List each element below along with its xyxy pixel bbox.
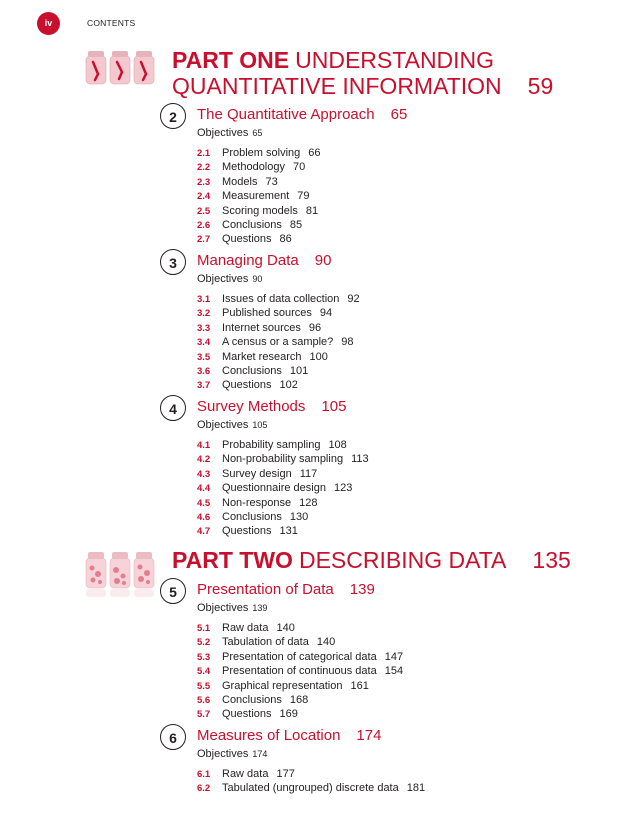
chapter-title[interactable]: Measures of Location 174 bbox=[197, 727, 382, 744]
objectives: Objectives 65 bbox=[197, 127, 263, 139]
chapter-4 bbox=[160, 395, 600, 538]
chapter-title[interactable]: Presentation of Data 139 bbox=[197, 581, 375, 598]
chapter-title[interactable]: Survey Methods 105 bbox=[197, 398, 347, 415]
toc-entry[interactable]: 6.2 Tabulated (ungrouped) discrete data 181 bbox=[197, 782, 426, 795]
toc-entry[interactable]: 3.6 Conclusions 101 bbox=[197, 364, 309, 377]
part-one-title bbox=[172, 46, 494, 75]
objectives: Objectives 90 bbox=[197, 273, 263, 285]
chapter-number: 6 bbox=[160, 724, 186, 750]
chapter-number: 5 bbox=[160, 578, 186, 604]
running-head: CONTENTS bbox=[87, 18, 136, 28]
part-title-line: DESCRIBING DATA bbox=[298, 547, 507, 573]
chapter-5 bbox=[160, 578, 600, 721]
toc-entry[interactable]: 4.1 Probability sampling 108 bbox=[197, 439, 347, 451]
part-page: 135 bbox=[532, 547, 571, 573]
toc-entry[interactable]: 3.5 Market research 100 bbox=[197, 350, 328, 363]
toc-entry[interactable]: 2.5 Scoring models 81 bbox=[197, 204, 319, 217]
toc-entry[interactable]: 2.7 Questions 86 bbox=[197, 233, 292, 246]
chapter-6 bbox=[160, 724, 600, 795]
toc-entry[interactable]: 3.7 Questions 102 bbox=[197, 379, 298, 392]
chapter-page: 105 bbox=[321, 398, 347, 415]
toc-entry[interactable]: 2.2 Methodology 70 bbox=[197, 161, 306, 174]
section-list bbox=[197, 621, 403, 722]
part-one-title-line2 bbox=[172, 72, 553, 101]
chapter-title[interactable]: Managing Data 90 bbox=[197, 252, 332, 269]
toc-entry[interactable]: 2.4 Measurement 79 bbox=[197, 190, 310, 203]
toc-entry[interactable]: 4.4 Questionnaire design 123 bbox=[197, 482, 353, 495]
part-title-line: UNDERSTANDING bbox=[295, 47, 495, 73]
toc-entry[interactable]: 5.4 Presentation of continuous data 154 bbox=[197, 665, 404, 678]
part-page: 59 bbox=[527, 73, 554, 99]
toc-entry[interactable]: 5.5 Graphical representation 161 bbox=[197, 679, 369, 692]
toc-entry[interactable]: 3.3 Internet sources 96 bbox=[197, 321, 322, 334]
chapter-number: 3 bbox=[160, 249, 186, 275]
chapter-page: 139 bbox=[349, 581, 375, 598]
toc-entry[interactable]: 5.3 Presentation of categorical data 147 bbox=[197, 650, 404, 663]
part-label: PART ONE bbox=[172, 47, 290, 73]
section-list bbox=[197, 146, 321, 247]
chapter-2 bbox=[160, 103, 600, 246]
part-label: PART TWO bbox=[172, 547, 293, 573]
part-two-title bbox=[172, 546, 571, 575]
objectives: Objectives 139 bbox=[197, 602, 268, 614]
specimen-jars-icon bbox=[84, 548, 156, 598]
part-title-line: QUANTITATIVE INFORMATION bbox=[172, 73, 502, 99]
toc-entry[interactable]: 2.1 Problem solving 66 bbox=[197, 147, 321, 159]
chapter-page: 90 bbox=[314, 252, 332, 269]
toc-entry[interactable]: 5.2 Tabulation of data 140 bbox=[197, 636, 336, 649]
objectives: Objectives 174 bbox=[197, 748, 268, 760]
toc-entry[interactable]: 3.1 Issues of data collection 92 bbox=[197, 293, 360, 305]
toc-entry[interactable]: 5.6 Conclusions 168 bbox=[197, 693, 309, 706]
toc-entry[interactable]: 2.3 Models 73 bbox=[197, 175, 278, 188]
page-number-badge: iv bbox=[37, 12, 60, 35]
toc-entry[interactable]: 3.4 A census or a sample? 98 bbox=[197, 336, 354, 349]
chapter-number: 2 bbox=[160, 103, 186, 129]
chapter-title[interactable]: The Quantitative Approach 65 bbox=[197, 106, 408, 123]
toc-entry[interactable]: 4.5 Non-response 128 bbox=[197, 496, 318, 509]
objectives: Objectives 105 bbox=[197, 419, 268, 431]
toc-entry[interactable]: 3.2 Published sources 94 bbox=[197, 307, 333, 320]
toc-entry[interactable]: 4.7 Questions 131 bbox=[197, 525, 298, 538]
chapter-page: 174 bbox=[356, 727, 382, 744]
chapter-number: 4 bbox=[160, 395, 186, 421]
section-list bbox=[197, 767, 425, 796]
toc-entry[interactable]: 5.1 Raw data 140 bbox=[197, 622, 295, 634]
section-list bbox=[197, 438, 369, 539]
toc-entry[interactable]: 4.2 Non-probability sampling 113 bbox=[197, 453, 369, 466]
toc-entry[interactable]: 6.1 Raw data 177 bbox=[197, 768, 295, 780]
chapter-page: 65 bbox=[390, 106, 408, 123]
chapter-3 bbox=[160, 249, 600, 392]
toc-entry[interactable]: 4.3 Survey design 117 bbox=[197, 467, 318, 480]
section-list bbox=[197, 292, 360, 393]
toc-entry[interactable]: 4.6 Conclusions 130 bbox=[197, 510, 309, 523]
toc-entry[interactable]: 5.7 Questions 169 bbox=[197, 708, 298, 721]
toc-entry[interactable]: 2.6 Conclusions 85 bbox=[197, 218, 303, 231]
specimen-jars-icon bbox=[84, 48, 156, 88]
